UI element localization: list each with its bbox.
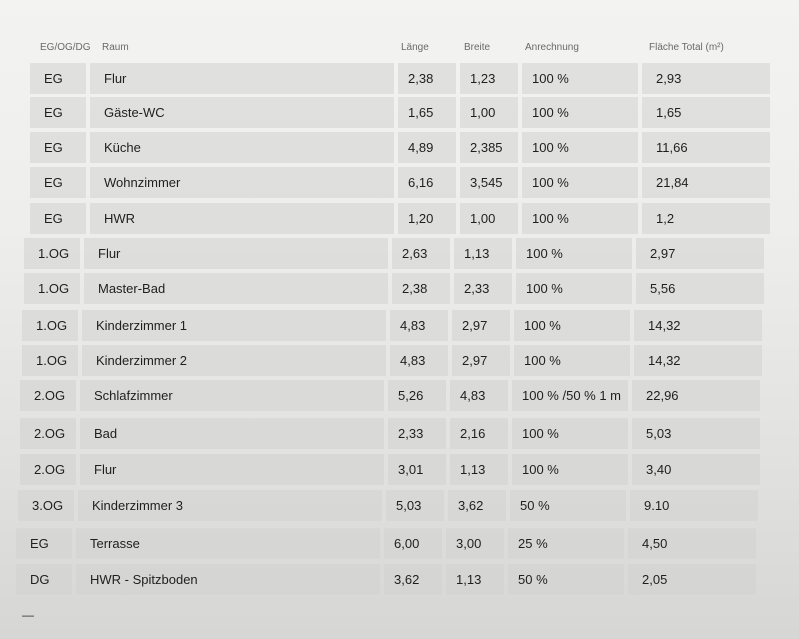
cell-credit: 100 % [532, 105, 569, 120]
cell-credit: 100 % [532, 211, 569, 226]
cell-room: Wohnzimmer [104, 175, 181, 190]
cell-floor: EG [44, 140, 63, 155]
cell-area: 14,32 [648, 353, 681, 368]
cell-width: 3,62 [458, 498, 484, 513]
cell-length: 2,38 [402, 281, 428, 296]
cell-floor: EG [44, 175, 63, 190]
cell-length: 1,65 [408, 105, 434, 120]
cell-floor: 1.OG [36, 318, 68, 333]
cell-floor: 1.OG [36, 353, 68, 368]
cell-room: Kinderzimmer 3 [92, 498, 184, 513]
cell-area: 22,96 [646, 388, 679, 403]
cell-width: 1,00 [470, 105, 496, 120]
cell-room: Kinderzimmer 2 [96, 353, 188, 368]
cell-credit: 100 % [524, 318, 561, 333]
cell-area: 2,97 [650, 246, 676, 261]
table-row [24, 273, 764, 306]
cell-room: Master-Bad [98, 281, 166, 296]
cell-credit: 100 % [532, 71, 569, 86]
cell-width: 1,13 [460, 462, 486, 477]
cell-room: HWR - Spitzboden [90, 572, 198, 587]
cell-area: 4,50 [642, 536, 668, 551]
cell-credit: 100 % [526, 246, 563, 261]
cell-length: 2,38 [408, 71, 434, 86]
cell-credit: 100 % [524, 353, 561, 368]
table-row [24, 238, 764, 271]
cell-length: 3,01 [398, 462, 424, 477]
header-room: Raum [102, 42, 129, 53]
cell-length: 5,03 [396, 498, 422, 513]
cell-width: 2,97 [462, 353, 488, 368]
cell-credit: 100 % [522, 426, 559, 441]
cell-credit: 100 % [532, 175, 569, 190]
cell-width: 2,16 [460, 426, 486, 441]
cell-room: Flur [104, 71, 127, 86]
cell-floor: 2.OG [34, 462, 66, 477]
cell-floor: DG [30, 572, 50, 587]
cell-length: 4,83 [400, 353, 426, 368]
table-row [30, 167, 770, 200]
cell-area: 1,65 [656, 105, 682, 120]
cell-room: Terrasse [90, 536, 140, 551]
cell-floor: 1.OG [38, 281, 70, 296]
cell-length: 5,26 [398, 388, 424, 403]
table-row [18, 490, 758, 523]
cell-floor: 2.OG [34, 388, 66, 403]
cell-floor: 1.OG [38, 246, 70, 261]
cell-area: 5,03 [646, 426, 672, 441]
cell-area: 9.10 [644, 498, 670, 513]
table-row [30, 97, 770, 130]
cell-credit: 100 % [526, 281, 563, 296]
cell-floor: EG [44, 105, 63, 120]
cell-area: 1,2 [656, 211, 675, 226]
cell-length: 3,62 [394, 572, 420, 587]
cell-credit: 50 % [518, 572, 548, 587]
cell-length: 4,89 [408, 140, 434, 155]
cell-length: 6,00 [394, 536, 420, 551]
cell-area: 5,56 [650, 281, 676, 296]
header-floor: EG/OG/DG [40, 42, 91, 53]
cell-width: 2,385 [470, 140, 503, 155]
cell-length: 2,63 [402, 246, 428, 261]
table-cell-bg [90, 203, 394, 234]
table-row [16, 528, 756, 561]
cell-area: 2,05 [642, 572, 668, 587]
header-credit: Anrechnung [525, 42, 579, 53]
cell-room: HWR [104, 211, 136, 226]
header-width: Breite [464, 42, 491, 53]
cell-room: Küche [104, 140, 141, 155]
cell-room: Bad [94, 426, 118, 441]
cell-room: Gäste-WC [104, 105, 165, 120]
cell-width: 4,83 [460, 388, 486, 403]
cell-room: Flur [94, 462, 117, 477]
cell-width: 1,13 [456, 572, 482, 587]
cell-width: 1,00 [470, 211, 496, 226]
table-row [16, 564, 756, 597]
table-row [20, 454, 760, 487]
cell-area: 3,40 [646, 462, 672, 477]
table-row [20, 418, 760, 451]
cell-length: 4,83 [400, 318, 426, 333]
cell-width: 1,23 [470, 71, 496, 86]
table-row [20, 380, 760, 413]
cell-width: 3,00 [456, 536, 482, 551]
cell-area: 2,93 [656, 71, 682, 86]
table-row [30, 203, 770, 236]
cell-length: 2,33 [398, 426, 424, 441]
cell-room: Flur [98, 246, 121, 261]
table-cell-bg [80, 418, 384, 449]
cell-floor: 3.OG [32, 498, 64, 513]
table-row [30, 63, 770, 96]
cell-room: Schlafzimmer [94, 388, 173, 403]
cell-credit: 50 % [520, 498, 550, 513]
table-cell-bg [80, 454, 384, 485]
cell-area: 14,32 [648, 318, 681, 333]
table-cell-bg [90, 63, 394, 94]
cell-width: 2,97 [462, 318, 488, 333]
header-area: Fläche Total (m²) [649, 42, 724, 53]
cell-floor: EG [30, 536, 49, 551]
cell-area: 21,84 [656, 175, 689, 190]
cell-length: 6,16 [408, 175, 434, 190]
cell-area: 11,66 [656, 140, 688, 155]
cell-length: 1,20 [408, 211, 434, 226]
table-row [22, 310, 762, 343]
table-row [30, 132, 770, 165]
cell-floor: 2.OG [34, 426, 66, 441]
cell-width: 3,545 [470, 175, 503, 190]
cell-credit: 100 % [522, 462, 559, 477]
cell-credit: 25 % [518, 536, 548, 551]
cell-floor: EG [44, 71, 63, 86]
cell-room: Kinderzimmer 1 [96, 318, 188, 333]
table-row [22, 345, 762, 378]
cell-credit: 100 % /50 % 1 m [522, 388, 621, 403]
cell-width: 1,13 [464, 246, 490, 261]
cell-width: 2,33 [464, 281, 490, 296]
cell-floor: EG [44, 211, 63, 226]
cell-credit: 100 % [532, 140, 569, 155]
header-length: Länge [401, 42, 429, 53]
table-cell-bg [84, 238, 388, 269]
footer-dash: — [22, 608, 34, 622]
